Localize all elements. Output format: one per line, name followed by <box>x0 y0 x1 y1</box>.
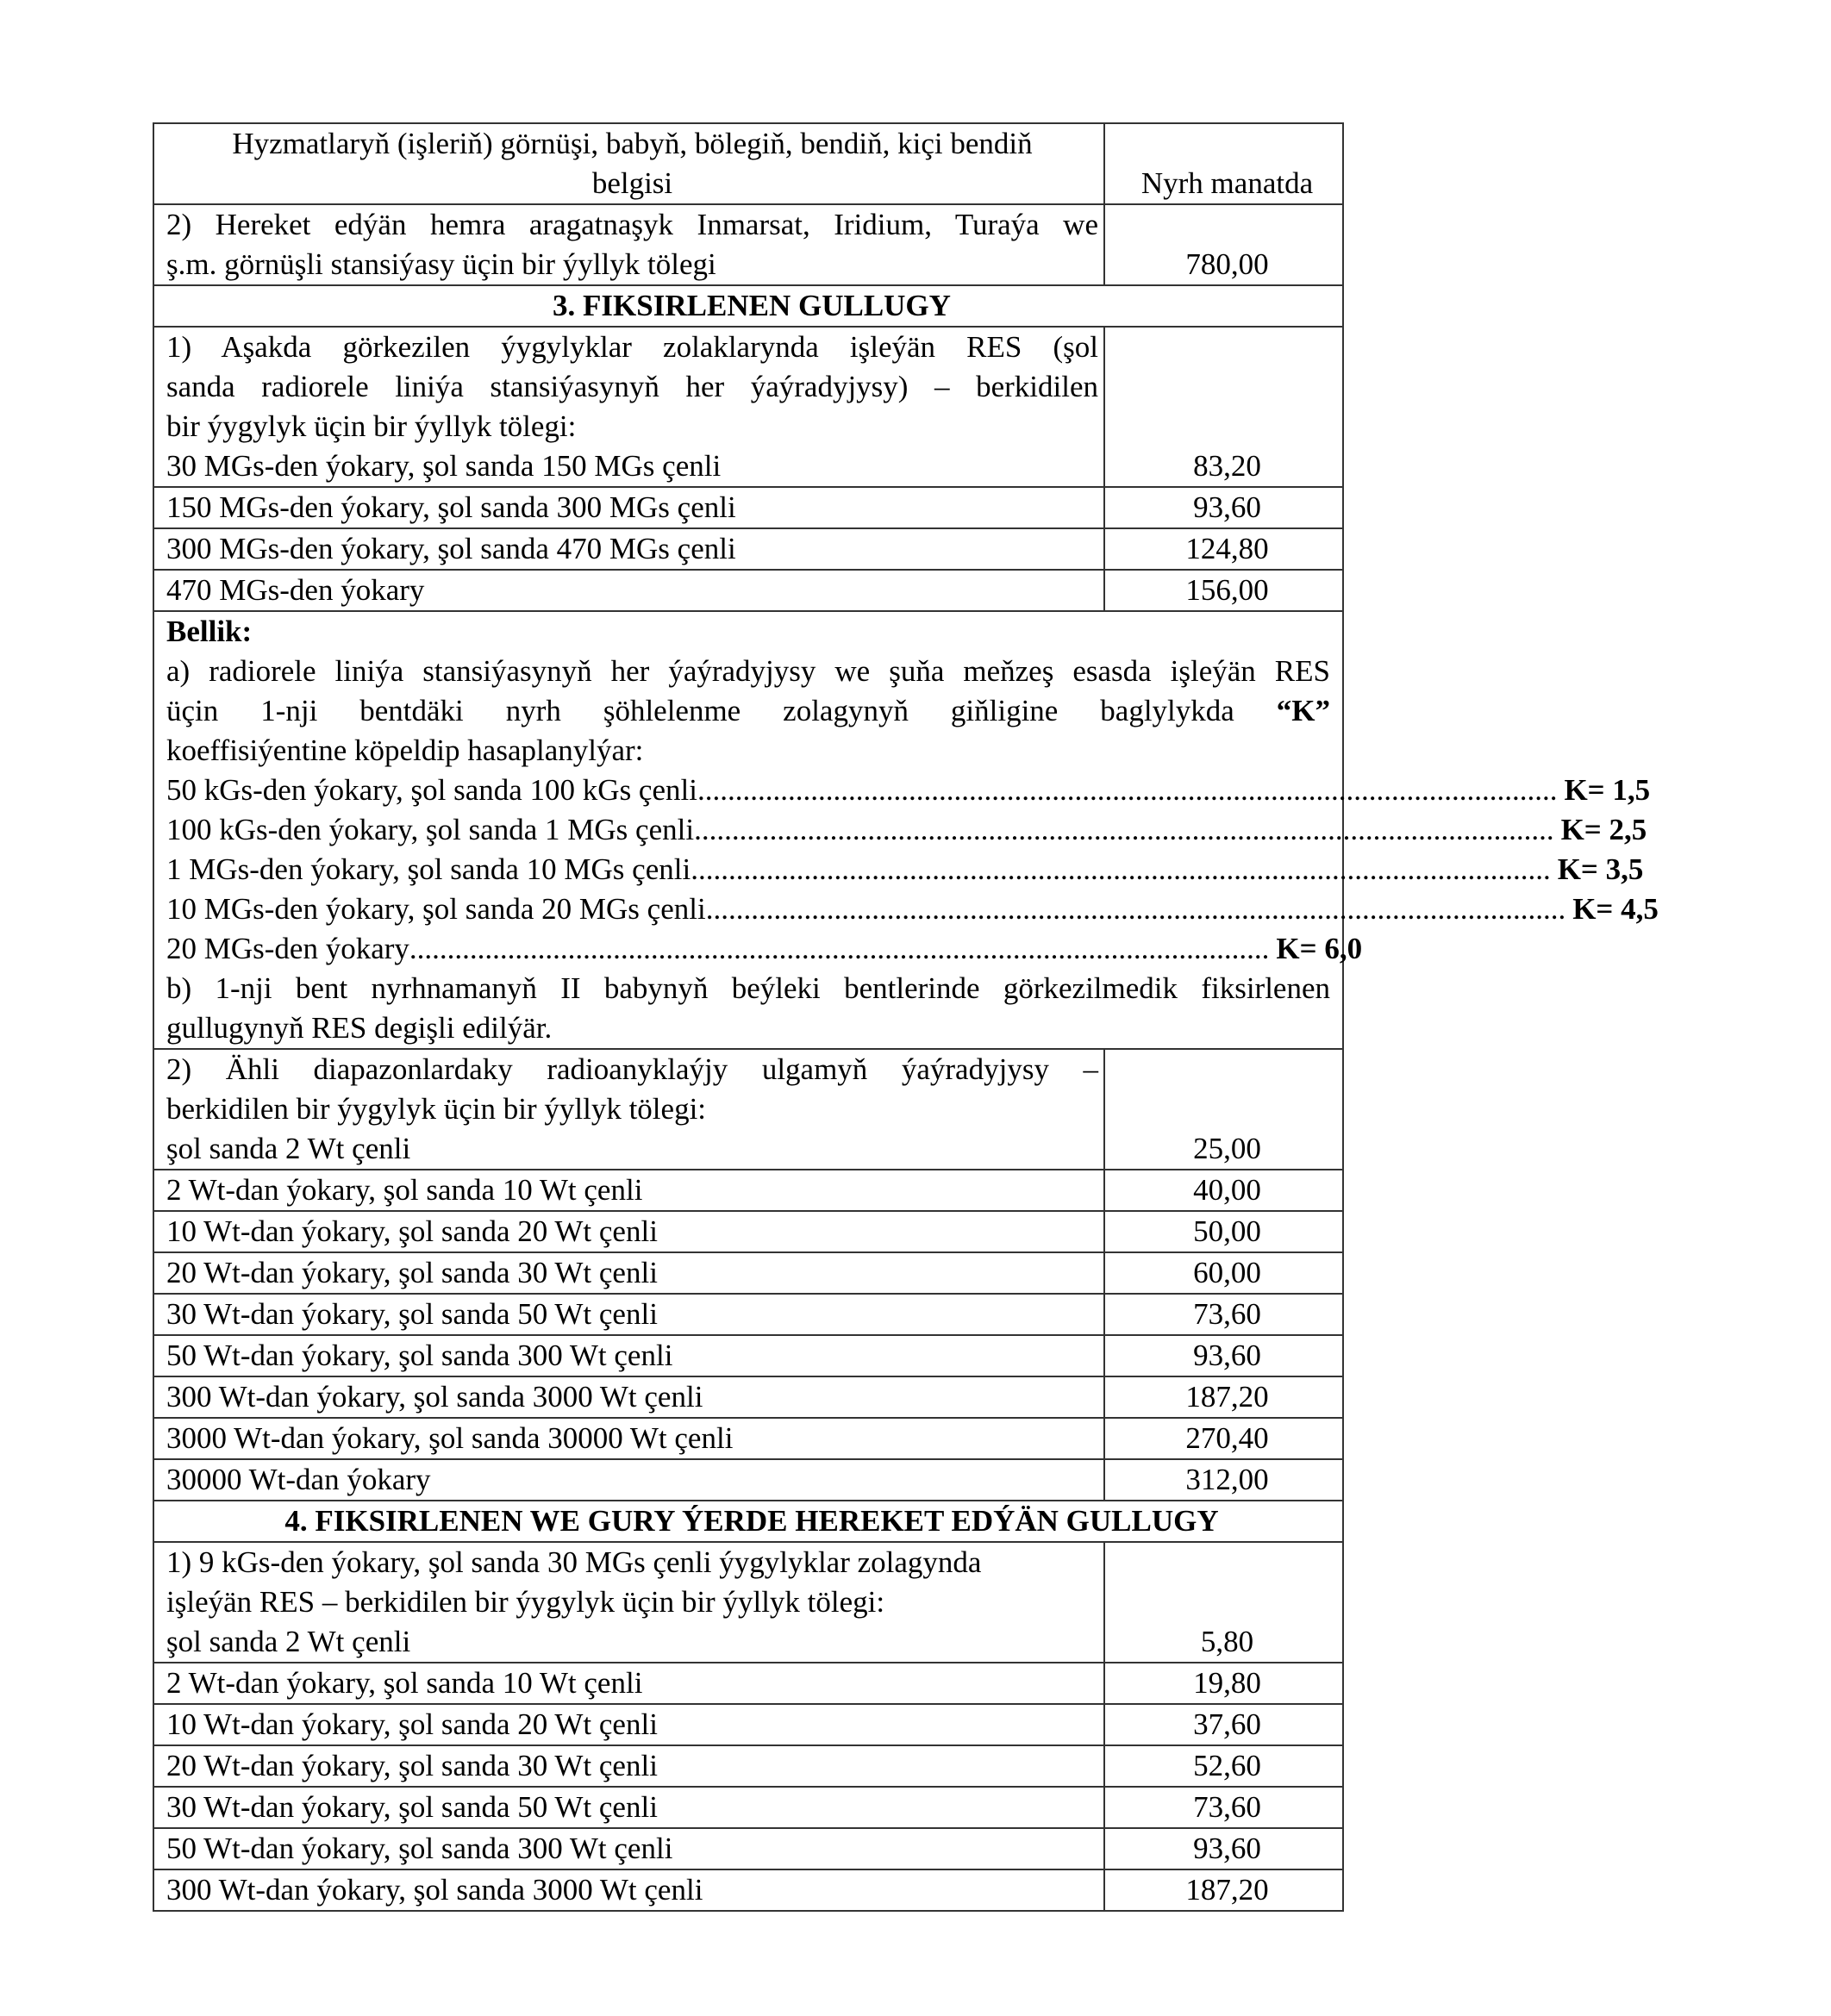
note-b-line: gullugynyň RES degişli edilýär. <box>166 1011 553 1045</box>
table-row <box>153 1294 1343 1335</box>
note-title: Bellik: <box>166 615 253 648</box>
row-value: 40,00 <box>1104 1170 1343 1211</box>
k-coefficient-row <box>166 850 1644 889</box>
k-value: K= 1,5 <box>1564 773 1651 807</box>
row-line: 2) Hereket edýän hemra aragatnaşyk Inmarsat, Iridium, Turaýa we <box>166 208 1098 241</box>
row-value: 25,00 <box>1104 1049 1343 1170</box>
row-description: 50 Wt-dan ýokary, şol sanda 300 Wt çenli <box>153 1335 1104 1376</box>
row-value: 124,80 <box>1104 528 1343 570</box>
dot-leader: .................................................................................................................. <box>705 892 1566 926</box>
row-line: ş.m. görnüşli stansiýasy üçin bir ýyllyk tölegi <box>166 247 716 281</box>
k-coefficient-row <box>166 771 1651 810</box>
section-heading-row <box>153 1501 1343 1542</box>
row-description <box>153 204 1104 285</box>
k-value: K= 2,5 <box>1560 813 1647 846</box>
row-line: 1) 9 kGs-den ýokary, şol sanda 30 MGs çenli ýygylyklar zolagynda <box>166 1545 982 1579</box>
row-value: 270,40 <box>1104 1418 1343 1459</box>
dot-leader: .................................................................................................................. <box>691 852 1551 886</box>
row-description: 2 Wt-dan ýokary, şol sanda 10 Wt çenli <box>153 1170 1104 1211</box>
row-line: sanda radiorele liniýa stansiýasynyň her ýaýradyjysy) – berkidilen <box>166 370 1098 403</box>
row-value: 5,80 <box>1104 1542 1343 1663</box>
row-description <box>153 1542 1104 1663</box>
note-cell <box>153 611 1659 1049</box>
row-description: 20 Wt-dan ýokary, şol sanda 30 Wt çenli <box>153 1745 1104 1787</box>
row-description: 2 Wt-dan ýokary, şol sanda 10 Wt çenli <box>153 1663 1104 1704</box>
row-line: işleýän RES – berkidilen bir ýygylyk üçin bir ýyllyk tölegi: <box>166 1585 885 1619</box>
section-3-title: 3. FIKSIRLENEN GULLUGY <box>153 285 1343 327</box>
dot-leader: .................................................................................................................. <box>694 813 1554 846</box>
row-line: 1) Aşakda görkezilen ýygylyklar zolaklarynda işleýän RES (şol <box>166 330 1098 364</box>
note-a-line: koeffisiýentine köpeldip hasaplanylýar: <box>166 733 644 767</box>
row-line: bir ýygylyk üçin bir ýyllyk tölegi: <box>166 409 577 443</box>
k-range: 20 MGs-den ýokary <box>166 932 409 965</box>
row-value: 187,20 <box>1104 1376 1343 1418</box>
k-value: K= 4,5 <box>1572 892 1659 926</box>
header-service-type <box>153 123 1104 204</box>
row-description: 20 Wt-dan ýokary, şol sanda 30 Wt çenli <box>153 1252 1104 1294</box>
table-row <box>153 1745 1343 1787</box>
table-row <box>153 1459 1343 1501</box>
table-row <box>153 1252 1343 1294</box>
row-value: 93,60 <box>1104 487 1343 528</box>
row-value: 60,00 <box>1104 1252 1343 1294</box>
table-row <box>153 1335 1343 1376</box>
dot-leader: .................................................................................................................. <box>697 773 1558 807</box>
k-range: 1 MGs-den ýokary, şol sanda 10 MGs çenli <box>166 852 691 886</box>
dot-leader: .................................................................................................................. <box>409 932 1270 965</box>
table-row <box>153 204 1343 285</box>
row-description: 50 Wt-dan ýokary, şol sanda 300 Wt çenli <box>153 1828 1104 1869</box>
table-row <box>153 1170 1343 1211</box>
note-a-line: a) radiorele liniýa stansiýasynyň her ýaýradyjysy we şuňa meňzeş esasda işleýän RES <box>166 654 1330 688</box>
row-description: 300 Wt-dan ýokary, şol sanda 3000 Wt çenli <box>153 1376 1104 1418</box>
note-b-line: b) 1-nji bent nyrhnamanyň II babynyň beýleki bentlerinde görkezilmedik fiksirlenen <box>166 971 1330 1005</box>
table-header-row <box>153 123 1343 204</box>
row-value: 19,80 <box>1104 1663 1343 1704</box>
note-a-text: üçin 1-nji bentdäki nyrh şöhlelenme zolagynyň giňligine baglylykda “K” <box>166 694 1330 727</box>
row-description: 470 MGs-den ýokary <box>153 570 1104 611</box>
table-row <box>153 1376 1343 1418</box>
table-row <box>153 487 1343 528</box>
row-line: 2) Ähli diapazonlardaky radioanyklaýjy ulgamyň ýaýradyjysy – <box>166 1052 1098 1086</box>
row-value: 50,00 <box>1104 1211 1343 1252</box>
row-description <box>153 327 1104 487</box>
row-line: berkidilen bir ýygylyk üçin bir ýyllyk tölegi: <box>166 1092 707 1126</box>
row-description: 10 Wt-dan ýokary, şol sanda 20 Wt çenli <box>153 1704 1104 1745</box>
table-row <box>153 1828 1343 1869</box>
row-value: 156,00 <box>1104 570 1343 611</box>
row-description: 30 Wt-dan ýokary, şol sanda 50 Wt çenli <box>153 1294 1104 1335</box>
row-value: 93,60 <box>1104 1828 1343 1869</box>
row-value: 83,20 <box>1104 327 1343 487</box>
k-value: K= 6,0 <box>1276 932 1363 965</box>
row-description: 30 Wt-dan ýokary, şol sanda 50 Wt çenli <box>153 1787 1104 1828</box>
table-row <box>153 1869 1343 1911</box>
header-line: belgisi <box>591 166 673 200</box>
row-value: 93,60 <box>1104 1335 1343 1376</box>
k-symbol: “K” <box>1276 694 1330 727</box>
row-description: 10 Wt-dan ýokary, şol sanda 20 Wt çenli <box>153 1211 1104 1252</box>
row-description: 300 MGs-den ýokary, şol sanda 470 MGs çenli <box>153 528 1104 570</box>
table-row <box>153 1663 1343 1704</box>
k-range: 50 kGs-den ýokary, şol sanda 100 kGs çenli <box>166 773 697 807</box>
row-line: şol sanda 2 Wt çenli <box>166 1132 411 1165</box>
row-value: 312,00 <box>1104 1459 1343 1501</box>
k-coefficient-row <box>166 929 1363 969</box>
table-row <box>153 1418 1343 1459</box>
table-row <box>153 1704 1343 1745</box>
row-value: 73,60 <box>1104 1787 1343 1828</box>
note-row <box>153 611 1343 1049</box>
header-line: Hyzmatlaryň (işleriň) görnüşi, babyň, bölegiň, bendiň, kiçi bendiň <box>232 127 1033 160</box>
row-line: 30 MGs-den ýokary, şol sanda 150 MGs çenli <box>166 449 722 483</box>
row-value: 37,60 <box>1104 1704 1343 1745</box>
row-value: 52,60 <box>1104 1745 1343 1787</box>
section-4-title: 4. FIKSIRLENEN WE GURY ÝERDE HEREKET EDÝÄN GULLUGY <box>153 1501 1343 1542</box>
k-range: 10 MGs-den ýokary, şol sanda 20 MGs çenli <box>166 892 706 926</box>
table-row <box>153 1787 1343 1828</box>
k-coefficient-row <box>166 810 1647 850</box>
k-range: 100 kGs-den ýokary, şol sanda 1 MGs çenli <box>166 813 695 846</box>
row-description: 30000 Wt-dan ýokary <box>153 1459 1104 1501</box>
row-line: şol sanda 2 Wt çenli <box>166 1625 411 1658</box>
tariff-table <box>153 122 1659 1912</box>
table-row <box>153 1542 1343 1663</box>
table-row <box>153 570 1343 611</box>
table-row <box>153 1211 1343 1252</box>
row-value: 73,60 <box>1104 1294 1343 1335</box>
k-coefficient-row <box>166 889 1659 929</box>
note-a-line <box>166 691 1330 731</box>
row-description: 300 Wt-dan ýokary, şol sanda 3000 Wt çenli <box>153 1869 1104 1911</box>
row-description: 3000 Wt-dan ýokary, şol sanda 30000 Wt çenli <box>153 1418 1104 1459</box>
table-row <box>153 327 1343 487</box>
row-description <box>153 1049 1104 1170</box>
section-heading-row <box>153 285 1343 327</box>
row-value: 780,00 <box>1104 204 1343 285</box>
row-description: 150 MGs-den ýokary, şol sanda 300 MGs çenli <box>153 487 1104 528</box>
header-price: Nyrh manatda <box>1104 123 1343 204</box>
row-value: 187,20 <box>1104 1869 1343 1911</box>
table-row <box>153 1049 1343 1170</box>
table-row <box>153 528 1343 570</box>
k-value: K= 3,5 <box>1557 852 1644 886</box>
